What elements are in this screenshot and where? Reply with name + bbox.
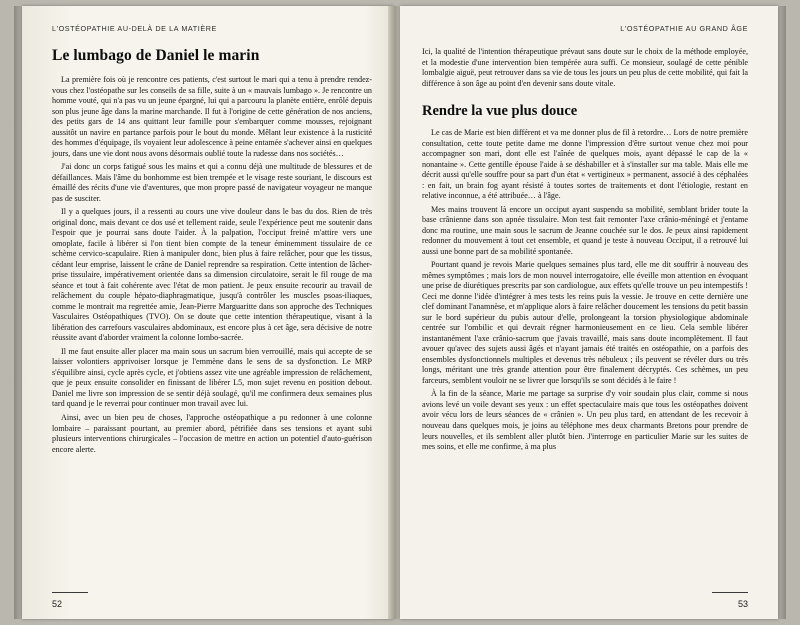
right-running-head: L'OSTÉOPATHIE AU GRAND ÂGE [620, 24, 748, 33]
left-running-head: L'OSTÉOPATHIE AU-DELÀ DE LA MATIÈRE [52, 24, 217, 33]
right-page [400, 6, 778, 619]
right-intro-paragraph: Ici, la qualité de l'intention thérapeutique prévaut sans doute sur le choix de la méthode employée, et la modestie d'une intervention bien tempérée aura suffi. Ce monsieur, soulagé de cette pénible lombalgie aiguë, peut retrouver dans sa vie de tous les jours un peu plus de cette mobilité, qui fait la différence à son âge au point d'en devenir sans doute vitale. [422, 47, 748, 88]
right-paragraph-1: Le cas de Marie est bien différent et va me donner plus de fil à retordre… Lors de notre première consultation, cette toute petite dame me donne l'impression d'être surtout venue chez moi pour accompagner son mari, dont elle est l'aînée de quelques mois, ayant dépassé le cap de la « nonantaine ». Cette gentille épouse l'aide à se déshabiller et à s'installer sur ma table. Mais elle me décrit aussi qu'elle souffre pour sa part d'un état « vertigineux » permanent, associé à des céphalées : en fait, un brain fog ayant résisté à toutes sortes de traitements et dont l'étiologie, restant en relative inconnue, a été attribuée… à l'âge. [422, 128, 748, 201]
section-title: Rendre la vue plus douce [422, 103, 578, 120]
left-paragraph-2: J'ai donc un corps fatigué sous les mains et qui a connu déjà une multitude de blessures et de défaillances. Mais l'âme du bonhomme est bien trempée et le visage reste souriant, le discours est émaillé des récits d'une vie d'aventures, que mon propre passé de navigateur voyageur ne manque pas de susciter. [52, 162, 372, 203]
left-folio-rule [52, 592, 88, 593]
left-paragraph-1: La première fois où je rencontre ces patients, c'est surtout le mari qui a tenu à prendre rendez-vous chez l'ostéopathe sur les conseils de sa fille, suite à un « mauvais lumbago ». Je rencontre un homme vouté, qui n'a pas vu un jeune épargné, lui qui a parcouru la planète entière, enrôlé depuis son plus jeune âge dans la marine marchande. Il fut à l'origine de cette génération de nos anciens, des petits gars de 14 ans quittant leur famille pour s'embarquer comme mousses, rejoignant aussitôt un navire en partance parfois pour le bout du monde. Mêlant leur existence à la rusticité des hommes d'équipage, ils voyaient leur adolescence à peine entamée s'achever ainsi en quelques jours, dans une vie dont nous avons désormais oublié toute la rudesse dans nos sociétés… [52, 75, 372, 158]
left-paragraph-3: Il y a quelques jours, il a ressenti au cours une vive douleur dans le bas du dos. Rien de très original donc, mais devant ce dos usé et tellement raide, seule l'expérience peut me soutenir dans l'espoir que je pourrai sans doute l'aider. À la palpation, l'occiput freiné m'attire vers une omoplate, facile à libérer si l'on tient bien compte de la teneur éminemment tissulaire de ce schème cervico-scapulaire. Rien à manipuler donc, bien plus à faire relâcher, pour que les tissus, cédant leur emprise, laissent le crâne de Daniel reprendre sa respiration. Cette intention de lâcher-prise tissulaire, impérativement orientée dans sa dimension circulatoire, serait le fil rouge de ma séance et tout à fait cohérente avec l'état de mon patient. Je peux ensuite recourir au travail de relâchement du couple hépato-diaphragmatique, jusqu'à contrôler les muscles psoas-iliaques, comme le montrait ma regrettée amie, Jean-Pierre Marguaritte dans son approche des Techniques Vasculaires Ostéopathiques (TVO). On se doute que cette intention thérapeutique, visant à la libération des carrefours vasculaires abdominaux, est encore plus à cet âge, sera décisive de notre réussite avant d'aborder vraiment la colonne lombo-sacrée. [52, 207, 372, 343]
right-paragraph-2: Mes mains trouvent là encore un occiput ayant suspendu sa mobilité, semblant brider toute la base crânienne dans son apnée tissulaire. Mon test fait remonter l'axe crânio-méningé et j'entame donc ma routine, une main sous le sacrum de Jeanne couchée sur le dos. Je peux ainsi rapidement redonner du mouvement à tout cet ensemble, et quand je teste à nouveau Occiput, il a retrouvé lui aussi une bonne part de sa mobilité spontanée. [422, 204, 748, 256]
left-folio: 52 [52, 599, 63, 609]
left-paragraph-4: Il me faut ensuite aller placer ma main sous un sacrum bien verrouillé, mais qui accepte de se laisser volontiers apprivoiser lorsque je l'emmène dans le sens de sa dysfonction. Le MRP s'équilibre ainsi, cycle après cycle, et j'obtiens assez vite une agréable impression de relâchement, que je peux ensuite consolider en finissant de libérer L5, mon sujet revenu en position debout. Daniel me livre son impression de se sentir déjà soulagé, qu'il me confirmera deux semaines plus tard quand je le reverrai pour continuer mon travail avec lui. [52, 346, 372, 409]
left-paragraph-5: Ainsi, avec un bien peu de choses, l'approche ostéopathique a pu redonner à une colonne lombaire – paraissant pourtant, au premier abord, pétrifiée dans ses tensions et ayant subi plusieurs interventions chirurgicales – l'occasion de mettre en action un potentiel d'auto-guérison encore alerte. [52, 412, 372, 454]
right-paragraph-4: À la fin de la séance, Marie me partage sa surprise d'y voir soudain plus clair, comme si nous avions levé un voile devant ses yeux : un effet spectaculaire mais que tous les ostéopathes doivent avoir vécu lors de leurs séances de « crânien ». Un peu plus tard, en attendant de les recevoir à nouveau dans quelques mois, je joins au téléphone mes deux charmants Bretons pour prendre de leurs nouvelles, et ils semblent aller plutôt bien. J'interroge en particulier Marie sur les suites de mes soins, et elle me confirme, à ma plus [422, 389, 748, 452]
chapter-title: Le lumbago de Daniel le marin [52, 47, 260, 64]
right-folio-rule [712, 592, 748, 593]
right-paragraph-3: Pourtant quand je revois Marie quelques semaines plus tard, elle me dit souffrir à nouveau des mêmes symptômes ; mais lors de mon nouvel interrogatoire, elle éveille mon attention en évoquant une prise de diurétiques prescrits par son cardiologue, aux effets qu'elle trouve un peu intempestifs ! Ceci me donne l'idée d'intégrer à mes tests les reins puis la vessie. Je trouve en cette dernière une clef dominant l'anamnèse, et m'applique alors à faire relâcher doucement les tensions du petit bassin sur le bord supérieur du pubis autour d'elle, prolongeant la torsion physiologique abdominale centrée sur l'ombilic et qui devrait régner harmonieusement en ce lieu. Cela semble libérer instantanément l'axe crânio-sacrum que j'avais travaillé, mais sans doute incomplètement. Il faut avouer qu'avec des sujets aussi âgés et n'ayant jamais été traités en ostéopathie, on a parfois des ensembles dysfonctionnels multiples et devenus très nébuleux ; ils peuvent se révéler durs ou très longs, méritant une très grande attention pour être finalement décryptés. Ces schèmes, un peu farceurs, semblent vouloir ne se livrer que lorsqu'ils se sont décidés à le faire ! [422, 260, 748, 385]
right-folio: 53 [737, 599, 748, 609]
left-page [22, 6, 394, 619]
